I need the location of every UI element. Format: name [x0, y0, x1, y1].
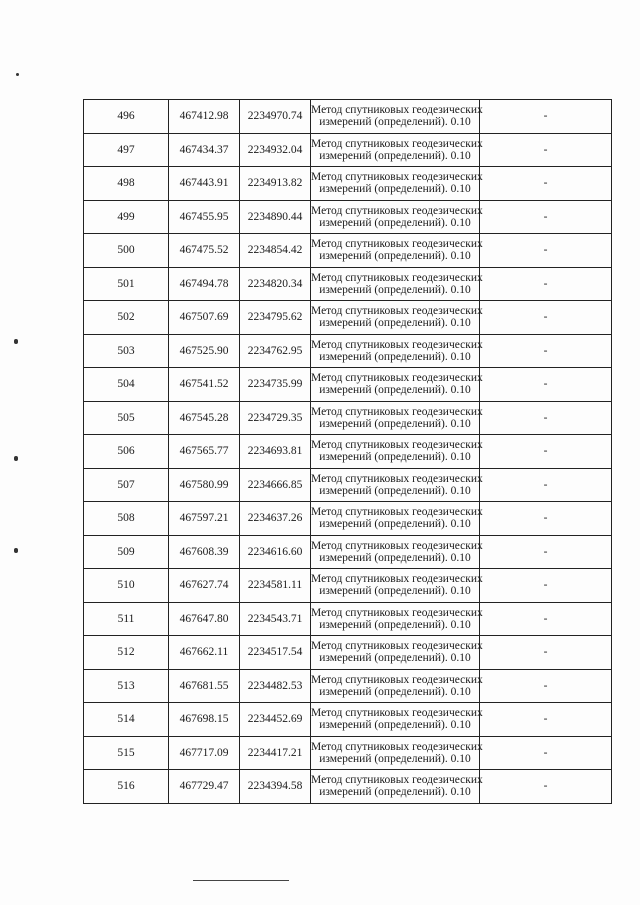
table-row — [84, 502, 612, 536]
note-cell: - — [480, 368, 612, 402]
note-cell: - — [480, 133, 612, 167]
coordinate-y: 2234932.04 — [240, 133, 311, 167]
method-line-2: измерений (определений). 0.10 — [319, 518, 471, 531]
method-line-1: Метод спутниковых геодезических — [311, 774, 483, 787]
table-row — [84, 368, 612, 402]
coordinate-y: 2234517.54 — [240, 636, 311, 670]
method-accuracy — [311, 502, 483, 536]
method-line-2: измерений (определений). 0.10 — [319, 250, 471, 263]
table-row — [84, 133, 612, 167]
method-line-2: измерений (определений). 0.10 — [319, 417, 471, 430]
note-cell: - — [480, 267, 612, 301]
method-line-2: измерений (определений). 0.10 — [319, 451, 471, 464]
method-line-2: измерений (определений). 0.10 — [319, 786, 471, 799]
coordinate-x: 467434.37 — [169, 133, 240, 167]
coordinate-x: 467565.77 — [169, 435, 240, 469]
note-cell: - — [480, 770, 612, 804]
method-line-2: измерений (определений). 0.10 — [319, 618, 471, 631]
coordinate-x: 467717.09 — [169, 736, 240, 770]
table-row — [84, 468, 612, 502]
footer-rule — [193, 880, 289, 881]
point-number: 515 — [84, 736, 169, 770]
point-number: 511 — [84, 602, 169, 636]
method-line-1: Метод спутниковых геодезических — [311, 137, 483, 150]
method-accuracy — [311, 401, 483, 435]
method-line-1: Метод спутниковых геодезических — [311, 439, 483, 452]
point-number: 501 — [84, 267, 169, 301]
method-line-1: Метод спутниковых геодезических — [311, 338, 483, 351]
method-line-2: измерений (определений). 0.10 — [319, 585, 471, 598]
coordinate-y: 2234616.60 — [240, 535, 311, 569]
point-number: 510 — [84, 569, 169, 603]
point-number: 514 — [84, 703, 169, 737]
table-row — [84, 703, 612, 737]
method-line-1: Метод спутниковых геодезических — [311, 606, 483, 619]
method-line-2: измерений (определений). 0.10 — [319, 551, 471, 564]
coordinate-x: 467541.52 — [169, 368, 240, 402]
point-number: 505 — [84, 401, 169, 435]
binding-hole-mark — [14, 548, 18, 553]
table-row — [84, 535, 612, 569]
note-cell: - — [480, 669, 612, 703]
point-number: 502 — [84, 301, 169, 335]
point-number: 506 — [84, 435, 169, 469]
coordinate-x: 467580.99 — [169, 468, 240, 502]
binding-hole-mark — [14, 456, 18, 461]
method-line-1: Метод спутниковых геодезических — [311, 204, 483, 217]
coordinate-y: 2234581.11 — [240, 569, 311, 603]
coordinate-y: 2234729.35 — [240, 401, 311, 435]
method-accuracy — [311, 301, 483, 335]
note-cell: - — [480, 167, 612, 201]
method-line-1: Метод спутниковых геодезических — [311, 271, 483, 284]
note-cell: - — [480, 401, 612, 435]
method-accuracy — [311, 770, 483, 804]
coordinate-y: 2234762.95 — [240, 334, 311, 368]
point-number: 503 — [84, 334, 169, 368]
coordinate-x: 467698.15 — [169, 703, 240, 737]
coordinate-x: 467475.52 — [169, 234, 240, 268]
note-cell: - — [480, 703, 612, 737]
method-accuracy — [311, 368, 483, 402]
coordinate-y: 2234820.34 — [240, 267, 311, 301]
method-accuracy — [311, 468, 483, 502]
method-line-1: Метод спутниковых геодезических — [311, 472, 483, 485]
method-line-2: измерений (определений). 0.10 — [319, 317, 471, 330]
point-number: 500 — [84, 234, 169, 268]
coordinate-y: 2234890.44 — [240, 200, 311, 234]
coordinate-x: 467662.11 — [169, 636, 240, 670]
coordinates-table — [83, 99, 612, 804]
coordinates-table-body — [84, 100, 612, 804]
note-cell: - — [480, 334, 612, 368]
method-line-2: измерений (определений). 0.10 — [319, 652, 471, 665]
binding-hole-mark — [14, 339, 18, 344]
coordinate-x: 467545.28 — [169, 401, 240, 435]
method-line-2: измерений (определений). 0.10 — [319, 484, 471, 497]
method-line-1: Метод спутниковых геодезических — [311, 305, 483, 318]
method-accuracy — [311, 669, 483, 703]
method-line-1: Метод спутниковых геодезических — [311, 573, 483, 586]
method-accuracy — [311, 736, 483, 770]
method-accuracy — [311, 636, 483, 670]
table-row — [84, 569, 612, 603]
table-row — [84, 401, 612, 435]
coordinate-y: 2234735.99 — [240, 368, 311, 402]
coordinate-y: 2234795.62 — [240, 301, 311, 335]
method-line-1: Метод спутниковых геодезических — [311, 740, 483, 753]
point-number: 508 — [84, 502, 169, 536]
point-number: 513 — [84, 669, 169, 703]
note-cell: - — [480, 602, 612, 636]
coordinate-x: 467455.95 — [169, 200, 240, 234]
method-line-2: измерений (определений). 0.10 — [319, 752, 471, 765]
method-line-2: измерений (определений). 0.10 — [319, 719, 471, 732]
table-row — [84, 770, 612, 804]
coordinate-x: 467507.69 — [169, 301, 240, 335]
method-accuracy — [311, 234, 483, 268]
method-line-1: Метод спутниковых геодезических — [311, 640, 483, 653]
method-line-2: измерений (определений). 0.10 — [319, 283, 471, 296]
note-cell: - — [480, 200, 612, 234]
table-row — [84, 636, 612, 670]
table-row — [84, 736, 612, 770]
coordinate-x: 467647.80 — [169, 602, 240, 636]
coordinate-x: 467412.98 — [169, 100, 240, 134]
method-line-2: измерений (определений). 0.10 — [319, 685, 471, 698]
coordinate-x: 467494.78 — [169, 267, 240, 301]
table-row — [84, 301, 612, 335]
table-row — [84, 267, 612, 301]
method-accuracy — [311, 200, 483, 234]
coordinate-y: 2234854.42 — [240, 234, 311, 268]
note-cell: - — [480, 100, 612, 134]
method-line-1: Метод спутниковых геодезических — [311, 104, 483, 117]
coordinate-x: 467627.74 — [169, 569, 240, 603]
scan-speck — [16, 73, 19, 76]
coordinate-y: 2234970.74 — [240, 100, 311, 134]
method-accuracy — [311, 435, 483, 469]
method-line-1: Метод спутниковых геодезических — [311, 673, 483, 686]
point-number: 512 — [84, 636, 169, 670]
method-line-2: измерений (определений). 0.10 — [319, 149, 471, 162]
note-cell: - — [480, 636, 612, 670]
point-number: 504 — [84, 368, 169, 402]
table-row — [84, 435, 612, 469]
table-row — [84, 100, 612, 134]
note-cell: - — [480, 502, 612, 536]
method-accuracy — [311, 602, 483, 636]
method-accuracy — [311, 100, 483, 134]
method-line-2: измерений (определений). 0.10 — [319, 116, 471, 129]
point-number: 498 — [84, 167, 169, 201]
coordinate-x: 467729.47 — [169, 770, 240, 804]
coordinate-y: 2234693.81 — [240, 435, 311, 469]
method-line-2: измерений (определений). 0.10 — [319, 384, 471, 397]
method-line-1: Метод спутниковых геодезических — [311, 539, 483, 552]
method-line-1: Метод спутниковых геодезических — [311, 405, 483, 418]
coordinate-y: 2234452.69 — [240, 703, 311, 737]
note-cell: - — [480, 736, 612, 770]
table-row — [84, 167, 612, 201]
coordinate-y: 2234637.26 — [240, 502, 311, 536]
table-row — [84, 200, 612, 234]
table-row — [84, 669, 612, 703]
method-accuracy — [311, 334, 483, 368]
method-line-2: измерений (определений). 0.10 — [319, 350, 471, 363]
method-accuracy — [311, 167, 483, 201]
point-number: 499 — [84, 200, 169, 234]
method-line-1: Метод спутниковых геодезических — [311, 171, 483, 184]
method-line-2: измерений (определений). 0.10 — [319, 216, 471, 229]
coordinate-x: 467597.21 — [169, 502, 240, 536]
coordinate-y: 2234394.58 — [240, 770, 311, 804]
method-accuracy — [311, 703, 483, 737]
method-accuracy — [311, 267, 483, 301]
method-line-2: измерений (определений). 0.10 — [319, 183, 471, 196]
method-accuracy — [311, 569, 483, 603]
coordinate-x: 467608.39 — [169, 535, 240, 569]
note-cell: - — [480, 435, 612, 469]
method-line-1: Метод спутниковых геодезических — [311, 506, 483, 519]
coordinate-y: 2234666.85 — [240, 468, 311, 502]
coordinate-x: 467525.90 — [169, 334, 240, 368]
note-cell: - — [480, 468, 612, 502]
coordinate-y: 2234482.53 — [240, 669, 311, 703]
coordinate-y: 2234543.71 — [240, 602, 311, 636]
table-row — [84, 234, 612, 268]
note-cell: - — [480, 569, 612, 603]
method-line-1: Метод спутниковых геодезических — [311, 238, 483, 251]
point-number: 507 — [84, 468, 169, 502]
table-row — [84, 334, 612, 368]
note-cell: - — [480, 535, 612, 569]
note-cell: - — [480, 301, 612, 335]
note-cell: - — [480, 234, 612, 268]
coordinate-y: 2234417.21 — [240, 736, 311, 770]
method-line-1: Метод спутниковых геодезических — [311, 707, 483, 720]
point-number: 509 — [84, 535, 169, 569]
point-number: 496 — [84, 100, 169, 134]
point-number: 516 — [84, 770, 169, 804]
coordinate-x: 467681.55 — [169, 669, 240, 703]
coordinate-y: 2234913.82 — [240, 167, 311, 201]
point-number: 497 — [84, 133, 169, 167]
method-line-1: Метод спутниковых геодезических — [311, 372, 483, 385]
coordinate-x: 467443.91 — [169, 167, 240, 201]
method-accuracy — [311, 535, 483, 569]
method-accuracy — [311, 133, 483, 167]
table-row — [84, 602, 612, 636]
